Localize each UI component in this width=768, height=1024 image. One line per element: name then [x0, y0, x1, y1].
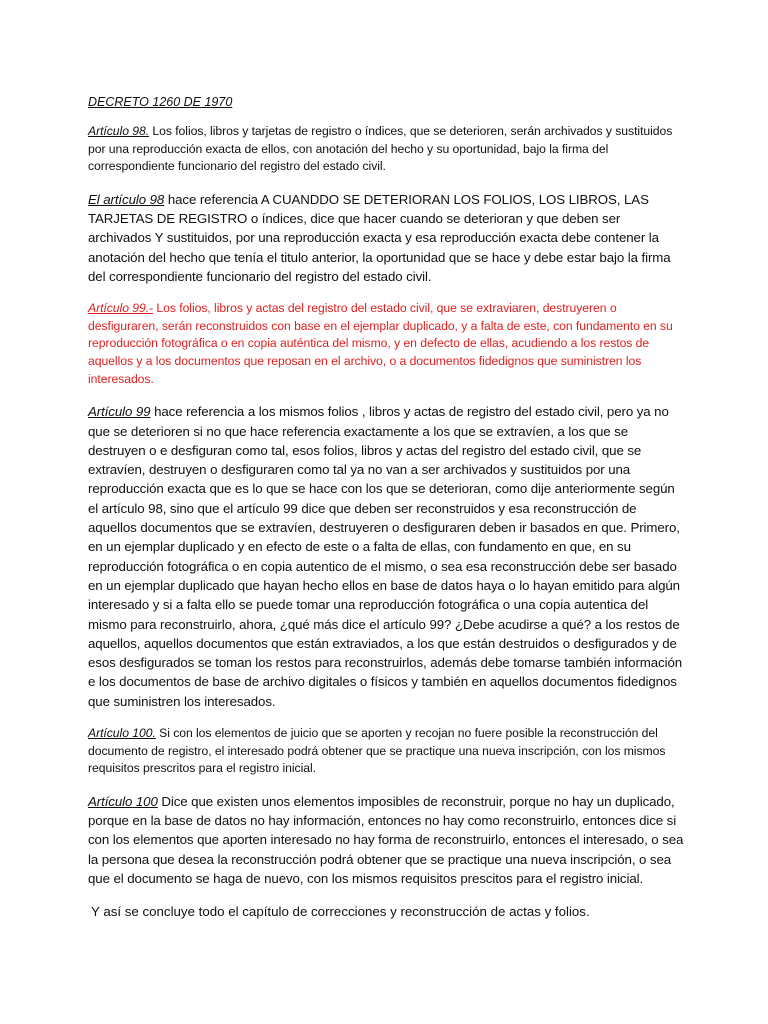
article-98-heading: Artículo 98.	[88, 124, 150, 138]
article-99-commentary-body: hace referencia a los mismos folios , libros y actas de registro del estado civil, pero ya no que se deterioren si no que hace referencia exactamente a los que se extravíen, a los que se destruyen o e desfiguran como tal, esos folios, libros y actas del registro del estado civil, que se extravíen, destruyen o desfiguraren como tal ya no van a ser archivados y sustituidos por una reproducción exacta que es lo que se hace con los que se deterioran, como dije anteriormente según el artículo 98, sino que el artículo 99 dice que deben ser reconstruidos y esa reconstrucción de aquellos documentos que se extravíen, destruyeren o desfiguraren deben ir basados en que. Primero, en un ejemplar duplicado y en efecto de este o a falta de ellas, con fundamento en que, en su reproducción fotográfica o en copia autentico de el mismo, o sea esa reconstrucción debe ser basado en un ejemplar duplicado que hayan hecho ellos en base de datos haya o lo hayan emitido para algún interesado y si a falta ello se puede tomar una reproducción fotográfica o una copia autentica del mismo para reconstruirlo, ahora, ¿qué más dice el artículo 99? ¿Debe acudirse a qué? a los restos de aquellos, aquellos documentos que están extraviados, a los que están destruidos o desfigurados y de esos desfigurados se toman los restos para reconstruirlos, además debe tomarse también información e los documentos de base de archivo digitales o físicos y también en aquellos documentos fidedignos que suministren los interesados.	[88, 404, 683, 709]
article-99-text	[88, 300, 686, 388]
article-100-text	[88, 725, 686, 778]
article-98-commentary-body: hace referencia A CUANDDO SE DETERIORAN LOS FOLIOS, LOS LIBROS, LAS TARJETAS DE REGISTRO o índices, dice que hacer cuando se deterioran y que deben ser archivados Y sustituidos, por una reproducción exacta y esa reproducción exacta debe contener la anotación del hecho que tenía el titulo anterior, la oportunidad que se hace y debe estar bajo la firma del correspondiente funcionario del registro del estado civil.	[88, 191, 671, 284]
article-99-body: Los folios, libros y actas del registro del estado civil, que se extraviaren, destruyeren o desfiguraren, serán reconstruidos con base en el ejemplar duplicado, y a falta de este, con fundamento en su reproducción fotográfica o en copia auténtica del mismo, y en defecto de ellas, acudiendo a los restos de aquellos y a los documentos que reposan en el archivo, o a documentos fidedignos que suministren los interesados.	[88, 301, 673, 386]
document-title: DECRETO 1260 DE 1970	[88, 95, 233, 109]
article-98-commentary-heading: El artículo 98	[88, 191, 165, 207]
article-99-heading: Artículo 99.-	[88, 301, 154, 316]
article-100-heading: Artículo 100.	[88, 725, 156, 740]
article-98-text	[88, 123, 686, 176]
conclusion-text: Y así se concluye todo el capítulo de correcciones y reconstrucción de actas y folios.	[91, 904, 590, 920]
article-98-body: Los folios, libros y tarjetas de registro o índices, que se deterioren, serán archivados y sustituidos por una reproducción exacta de ellos, con anotación del hecho y su oportunidad, bajo la firma del correspondiente funcionario del registro del estado civil.	[88, 124, 673, 174]
article-100-commentary-body: Dice que existen unos elementos imposibles de reconstruir, porque no hay un duplicado, porque en la base de datos no hay información, entonces no hay como reconstruirlo, entonces dice si con los elementos que aporten interesado no hay forma de reconstruirlo, entonces el interesado, o sea la persona que desea la reconstrucción podrá obtener que se practique una nueva inscripción, o sea que el documento se haga de nuevo, con los mismos requisitos prescitos para el registro inicial.	[88, 793, 684, 886]
article-98-commentary	[88, 190, 686, 286]
article-100-commentary-heading: Artículo 100	[88, 793, 158, 809]
article-99-commentary-heading: Artículo 99	[88, 404, 151, 420]
article-100-body: Si con los elementos de juicio que se aporten y recojan no fuere posible la reconstrucción del documento de registro, el interesado podrá obtener que se practique una nueva inscripción, con los mismos requisitos prescritos para el registro inicial.	[88, 725, 666, 776]
article-100-commentary	[88, 792, 686, 888]
article-99-commentary	[88, 402, 686, 711]
